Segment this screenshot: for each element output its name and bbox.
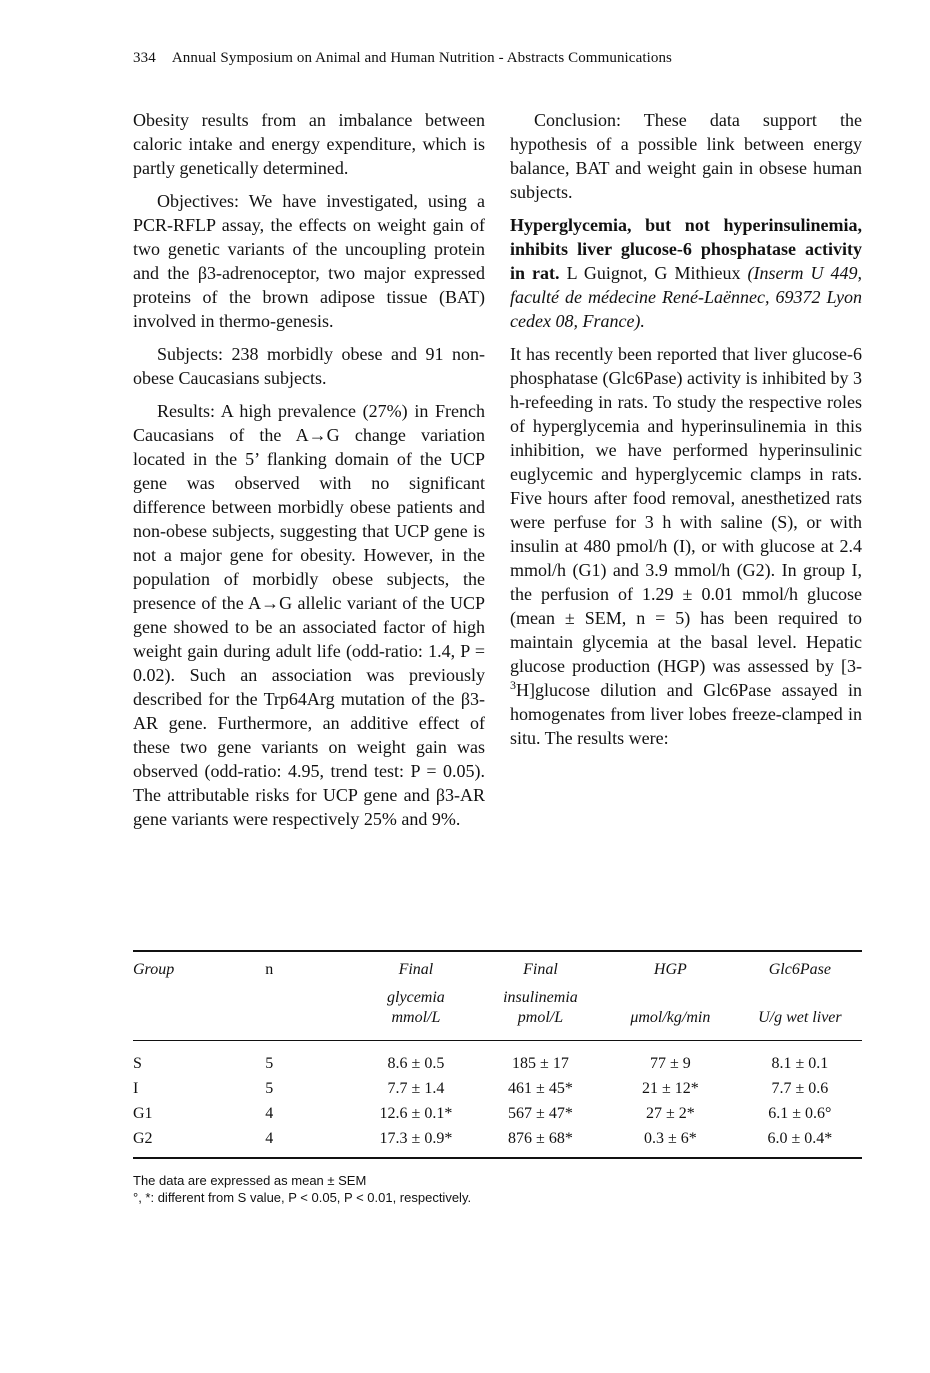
paragraph-results: Results: A high prevalence (27%) in French Caucasians of the A→G change variation located in the 5’ flanking domain of the UCP gene was observed with no significant difference between morbidly obese patients and non-obese subjects, suggesting that UCP gene is not a major gene for obesity. However, in the population of morbidly obese subjects, the presence of the A→G allelic variant of the UCP gene showed to be an associated factor of high weight gain during adult life (odd-ratio: 1.4, P = 0.02). Such an association was previously described for the Trp64Arg mutation of the β3-AR gene. Furthermore, an additive effect of these two gene variants on weight gain was observed (odd-ratio: 4.95, trend test: P = 0.05). The attributable risks for UCP gene and β3-AR gene variants were respectively 25% and 9%.	[133, 401, 485, 829]
footnote-1: The data are expressed as mean ± SEM	[133, 1173, 367, 1188]
abstract-title: Hyperglycemia, but not hyperinsulinemia, inhibits liver glucose-6 phosphatase activity in rat.	[510, 215, 862, 283]
cell-insulinemia: 567 ± 47*	[508, 1105, 573, 1122]
page-number: 334	[133, 50, 156, 66]
right-column	[510, 108, 862, 759]
col-header-group-spacer	[133, 988, 261, 1041]
cell-glc6pase: 6.1 ± 0.6°	[768, 1105, 832, 1122]
cell-hgp: 0.3 ± 6*	[603, 1126, 738, 1158]
cell-glc6pase: 6.0 ± 0.4*	[738, 1126, 862, 1158]
cell-insulinemia: 185 ± 17	[512, 1055, 569, 1072]
cell-group: I	[133, 1080, 139, 1097]
cell-hgp: 27 ± 2*	[645, 1105, 695, 1122]
col-header-glycemia-1: Final	[398, 961, 434, 978]
cell-insulinemia: 461 ± 45*	[508, 1080, 573, 1097]
abstract-heading	[510, 213, 862, 333]
abstract-body	[510, 342, 862, 750]
running-title: Annual Symposium on Animal and Human Nutrition - Abstracts Communications	[171, 50, 672, 66]
cell-insulinemia: 876 ± 68*	[478, 1126, 603, 1158]
cell-group: G1	[133, 1105, 153, 1122]
cell-hgp: 21 ± 12*	[641, 1080, 699, 1097]
paragraph-subjects: Subjects: 238 morbidly obese and 91 non-obese Caucasians subjects.	[133, 344, 485, 388]
table-footnotes	[133, 1172, 471, 1206]
cell-glc6pase: 8.1 ± 0.1	[771, 1055, 829, 1072]
cell-glycemia: 12.6 ± 0.1*	[379, 1105, 453, 1122]
insulinemia-label: insulinemia	[503, 989, 578, 1006]
cell-n: 5	[265, 1080, 274, 1097]
cell-glc6pase: 7.7 ± 0.6	[771, 1080, 829, 1097]
paragraph-intro: Obesity results from an imbalance between caloric intake and energy expenditure, which is partly genetically determined.	[133, 110, 485, 178]
col-header-insulinemia-1: Final	[523, 961, 558, 978]
cell-n: 5	[265, 1055, 274, 1072]
abstract-body-part-b: H]glucose dilution and Glc6Pase assayed in homogenates from liver lobes freeze-clamped in situ. The results were:	[510, 680, 862, 748]
abstract-body-part-a: It has recently been reported that liver glucose-6 phosphatase (Glc6Pase) activity is inhibited by 3 h-refeeding in rats. To study the respective roles of hyperglycemia and hyperinsulinemia in this inhibition, we have performed hyperinsulinic euglycemic and hyperglycemic clamps in rats. Five hours after food removal, anesthetized rats were perfuse for 3 h with saline (S), or with insulin at 480 pmol/h (I), or with glucose at 2.4 mmol/h (G1) and 3.9 mmol/h (G2). In group I, the perfusion of 1.29 ± 0.01 mmol/h glucose (mean ± SEM, n = 5) has been required to maintain glycemia at the basal level. Hepatic glucose production (HGP) was assessed by [3-	[510, 344, 862, 676]
abstract-authors: L Guignot, G Mithieux	[566, 263, 741, 283]
cell-group: S	[133, 1055, 142, 1072]
table-row	[133, 1126, 862, 1158]
col-header-n: n	[265, 961, 274, 978]
paragraph-conclusion: Conclusion: These data support the hypothesis of a possible link between energy balance, BAT and weight gain in obsese human subjects.	[510, 110, 862, 202]
isotope-superscript: 3	[510, 678, 516, 692]
table-row	[133, 1076, 862, 1101]
cell-n: 4	[261, 1126, 354, 1158]
paragraph-objectives: Objectives: We have investigated, using a PCR-RFLP assay, the effects on weight gain of two genetic variants of the uncoupling protein and the β3-adrenoceptor, two major expressed proteins of the brown adipose tissue (BAT) involved in thermo-genesis.	[133, 191, 485, 331]
cell-glycemia: 17.3 ± 0.9*	[354, 1126, 478, 1158]
col-header-n-spacer	[261, 988, 354, 1041]
col-header-glycemia-2	[354, 988, 478, 1041]
cell-glycemia: 7.7 ± 1.4	[387, 1080, 445, 1097]
cell-n: 4	[265, 1105, 274, 1122]
table-row	[133, 1101, 862, 1126]
insulinemia-unit: pmol/L	[517, 1009, 564, 1026]
footnote-2: °, *: different from S value, P < 0.05, P < 0.01, respectively.	[133, 1190, 472, 1205]
results-table	[133, 950, 862, 1159]
running-header	[133, 50, 672, 67]
glycemia-unit: mmol/L	[391, 1009, 441, 1026]
left-column	[133, 108, 485, 840]
col-header-glc6pase-unit: U/g wet liver	[738, 988, 862, 1041]
abstract-affiliation: (Inserm U 449, faculté de médecine René-Laënnec, 69372 Lyon cedex 08, France).	[510, 263, 863, 331]
col-header-insulinemia-2	[478, 988, 603, 1041]
table-row	[133, 1041, 862, 1077]
col-header-glc6pase-1: Glc6Pase	[768, 961, 831, 978]
glycemia-label: glycemia	[387, 989, 445, 1006]
cell-group: G2	[133, 1126, 261, 1158]
col-header-group: Group	[133, 961, 175, 978]
cell-hgp: 77 ± 9	[649, 1055, 691, 1072]
col-header-hgp-1: HGP	[653, 961, 687, 978]
col-header-hgp-unit: μmol/kg/min	[603, 988, 738, 1041]
cell-glycemia: 8.6 ± 0.5	[387, 1055, 445, 1072]
